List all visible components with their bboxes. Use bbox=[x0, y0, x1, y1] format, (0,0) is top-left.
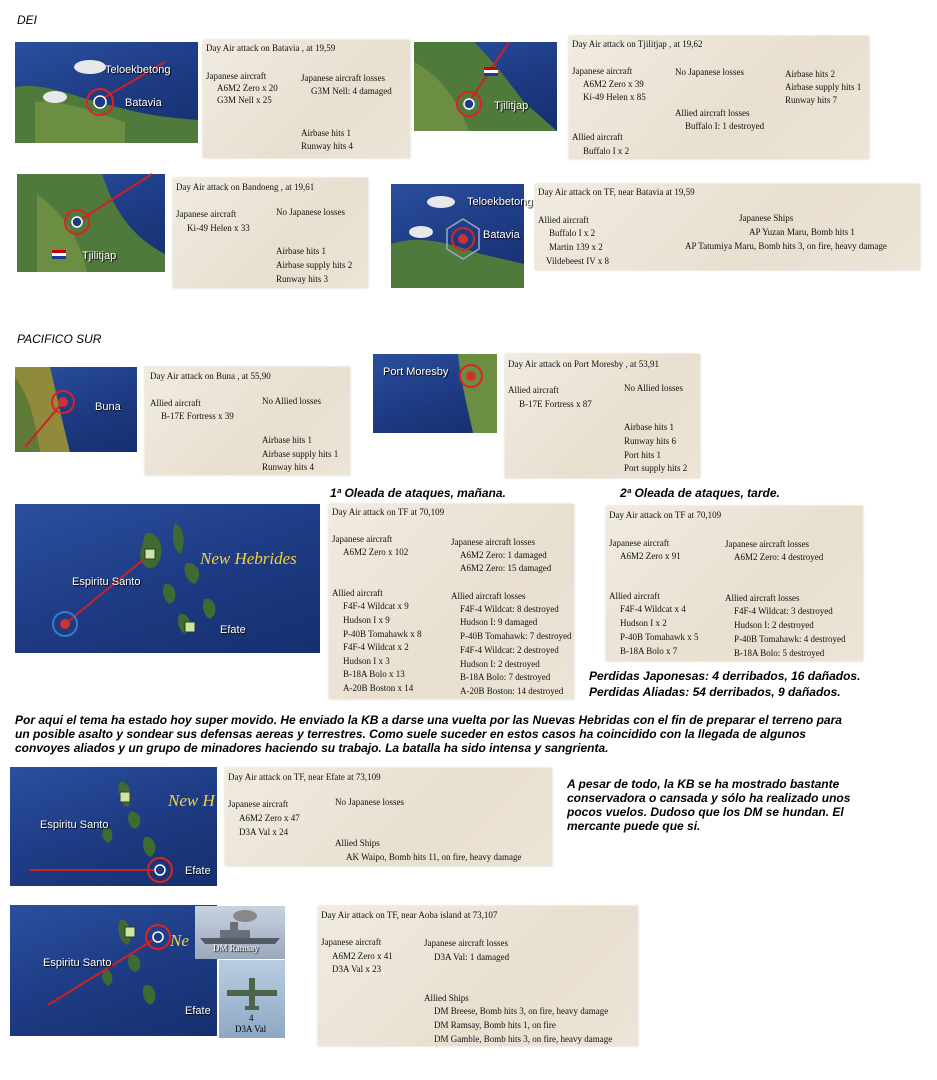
report-line: DM Ramsay, Bomb hits 1, on fire bbox=[434, 1020, 556, 1030]
report-line: AK Waipo, Bomb hits 11, on fire, heavy damage bbox=[346, 852, 522, 862]
report-line: Airbase supply hits 1 bbox=[785, 82, 862, 92]
report-line: A6M2 Zero x 20 bbox=[217, 83, 278, 93]
report-line: Allied Ships bbox=[424, 993, 469, 1003]
commentary-paragraph-2 bbox=[567, 777, 850, 833]
combat-report-bandoeng bbox=[173, 178, 368, 288]
report-line: Japanese aircraft losses bbox=[424, 938, 508, 948]
wave-2-heading: 2ª Oleada de ataques, tarde. bbox=[620, 486, 780, 500]
report-line: A6M2 Zero x 102 bbox=[343, 547, 409, 557]
commentary-line: un posible asalto y sondear sus defensas aereas y terrestres. Como suele suceder en estos casos ha coincidido con la llegada de algunos bbox=[15, 727, 806, 741]
report-line: Day Air attack on Batavia , at 19,59 bbox=[206, 43, 336, 53]
report-line: A6M2 Zero x 39 bbox=[583, 79, 644, 89]
report-line: Runway hits 6 bbox=[624, 436, 677, 446]
report-line: Day Air attack on TF at 70,109 bbox=[609, 510, 722, 520]
map-label-teloekbetong: Teloekbetong bbox=[467, 196, 533, 208]
map-bandoeng[interactable] bbox=[17, 174, 165, 272]
report-line: Japanese aircraft losses bbox=[451, 537, 535, 547]
report-line: No Japanese losses bbox=[276, 207, 345, 217]
report-line: G3M Nell x 25 bbox=[217, 95, 272, 105]
report-line: A6M2 Zero: 1 damaged bbox=[460, 550, 547, 560]
report-line: Buffalo I: 1 destroyed bbox=[685, 121, 765, 131]
commentary-line: mercante puede que si. bbox=[567, 819, 701, 833]
report-line: Hudson I: 9 damaged bbox=[460, 617, 538, 627]
report-line: B-18A Bolo x 13 bbox=[343, 669, 405, 679]
report-line: Day Air attack on Port Moresby , at 53,91 bbox=[508, 359, 659, 369]
report-line: Allied aircraft bbox=[538, 215, 589, 225]
map-label-new-hebrides: Ne bbox=[170, 931, 189, 950]
report-line: Japanese aircraft losses bbox=[301, 73, 385, 83]
report-line: B-18A Bolo: 5 destroyed bbox=[734, 648, 825, 658]
report-line: Runway hits 4 bbox=[301, 141, 354, 151]
map-label-efate: Efate bbox=[185, 1005, 211, 1017]
report-line: Airbase hits 1 bbox=[624, 422, 674, 432]
map-label-tjilitjap: Tjilitjap bbox=[82, 250, 117, 262]
combat-report-buna bbox=[145, 367, 350, 475]
report-line: Airbase hits 2 bbox=[785, 69, 835, 79]
report-line: D3A Val x 24 bbox=[239, 827, 289, 837]
map-label-espiritu-santo: Espiritu Santo bbox=[72, 576, 141, 588]
report-line: P-40B Tomahawk x 8 bbox=[343, 629, 422, 639]
report-line: F4F-4 Wildcat x 2 bbox=[343, 642, 409, 652]
report-line: F4F-4 Wildcat x 9 bbox=[343, 601, 409, 611]
report-line: D3A Val x 23 bbox=[332, 964, 382, 974]
map-label-tjilitjap: Tjilitjap bbox=[494, 100, 529, 112]
map-label-buna: Buna bbox=[95, 401, 121, 413]
report-line: F4F-4 Wildcat: 3 destroyed bbox=[734, 606, 833, 616]
report-line: Allied aircraft bbox=[572, 132, 623, 142]
ship-photo bbox=[195, 906, 285, 959]
report-line: Port supply hits 2 bbox=[624, 463, 688, 473]
plane-count: 4 bbox=[249, 1013, 254, 1023]
combat-report-tjilitjap bbox=[569, 36, 869, 159]
report-line: Hudson I: 2 destroyed bbox=[460, 659, 540, 669]
report-line: Day Air attack on TF, near Batavia at 19,59 bbox=[538, 187, 695, 197]
report-line: Allied aircraft bbox=[609, 591, 660, 601]
report-line: Martin 139 x 2 bbox=[549, 242, 603, 252]
report-line: Airbase supply hits 2 bbox=[276, 260, 353, 270]
report-line: Buffalo I x 2 bbox=[549, 228, 596, 238]
map-tjilitjap-1[interactable] bbox=[414, 42, 557, 131]
report-line: Port hits 1 bbox=[624, 450, 662, 460]
map-label-efate: Efate bbox=[220, 624, 246, 636]
report-line: B-18A Bolo x 7 bbox=[620, 646, 678, 656]
report-line: F4F-4 Wildcat: 2 destroyed bbox=[460, 645, 559, 655]
combat-report-batavia bbox=[203, 40, 410, 158]
report-line: A6M2 Zero x 41 bbox=[332, 951, 393, 961]
report-line: Buffalo I x 2 bbox=[583, 146, 630, 156]
map-label-new-hebrides: New H bbox=[168, 791, 215, 810]
report-line: Day Air attack on Bandoeng , at 19,61 bbox=[176, 182, 315, 192]
report-line: Japanese aircraft bbox=[321, 937, 382, 947]
report-line: G3M Nell: 4 damaged bbox=[311, 86, 392, 96]
commentary-line: Por aqui el tema ha estado hoy super movido. He enviado la KB a darse una vuelta por las Nuevas Hebridas con el fin de preparar el terreno para bbox=[15, 713, 842, 727]
commentary-line: pocos vuelos. Dudoso que los DM se hundan. El bbox=[567, 805, 844, 819]
report-line: Day Air attack on TF at 70,109 bbox=[332, 507, 445, 517]
commentary-line: convoyes aliados y un grupo de minadores haciendo su trabajo. La batalla ha sido intensa y sangrienta. bbox=[15, 741, 609, 755]
report-line: D3A Val: 1 damaged bbox=[434, 952, 510, 962]
report-line: AP Yuzan Maru, Bomb hits 1 bbox=[749, 227, 855, 237]
report-line: Allied Ships bbox=[335, 838, 380, 848]
report-line: Allied aircraft losses bbox=[451, 591, 526, 601]
report-line: Runway hits 7 bbox=[785, 95, 838, 105]
combat-report-tf-wave1 bbox=[329, 504, 574, 699]
report-line: Japanese aircraft bbox=[332, 534, 393, 544]
map-label-espiritu-santo: Espiritu Santo bbox=[43, 957, 112, 969]
combat-report-tf-batavia bbox=[535, 184, 920, 270]
wave-1-heading: 1ª Oleada de ataques, mañana. bbox=[330, 486, 506, 500]
combat-report-tf-aoba bbox=[318, 906, 638, 1046]
report-line: A6M2 Zero x 91 bbox=[620, 551, 681, 561]
combat-report-tf-efate bbox=[225, 768, 552, 866]
report-line: Hudson I x 3 bbox=[343, 656, 390, 666]
report-line: Allied aircraft bbox=[150, 398, 201, 408]
section-title-dei: DEI bbox=[17, 13, 38, 27]
report-line: Japanese aircraft losses bbox=[725, 539, 809, 549]
map-new-hebrides-3[interactable] bbox=[10, 905, 217, 1036]
report-line: No Japanese losses bbox=[335, 797, 404, 807]
report-line: Japanese aircraft bbox=[572, 66, 633, 76]
combat-report-port-moresby bbox=[505, 354, 700, 478]
report-line: A-20B Boston: 14 destroyed bbox=[460, 686, 564, 696]
report-line: Vildebeest IV x 8 bbox=[546, 256, 610, 266]
report-line: Ki-49 Helen x 33 bbox=[187, 223, 250, 233]
report-line: A6M2 Zero: 15 damaged bbox=[460, 563, 552, 573]
map-label-espiritu-santo: Espiritu Santo bbox=[40, 819, 109, 831]
combat-report-tf-wave2 bbox=[606, 506, 863, 661]
report-line: Hudson I x 9 bbox=[343, 615, 390, 625]
map-buna[interactable] bbox=[15, 367, 137, 452]
report-line: DM Breese, Bomb hits 3, on fire, heavy damage bbox=[434, 1006, 609, 1016]
map-label-batavia: Batavia bbox=[125, 97, 162, 109]
report-line: Allied aircraft bbox=[332, 588, 383, 598]
report-line: No Japanese losses bbox=[675, 67, 744, 77]
report-line: P-40B Tomahawk: 4 destroyed bbox=[734, 634, 846, 644]
report-line: Airbase hits 1 bbox=[276, 246, 326, 256]
report-line: Allied aircraft losses bbox=[675, 108, 750, 118]
summary-allied-losses: Perdidas Aliadas: 54 derribados, 9 dañados. bbox=[589, 685, 841, 699]
report-line: Airbase hits 1 bbox=[301, 128, 351, 138]
report-line: Runway hits 3 bbox=[276, 274, 329, 284]
report-line: Hudson I x 2 bbox=[620, 618, 667, 628]
report-line: P-40B Tomahawk: 7 destroyed bbox=[460, 631, 572, 641]
plane-photo bbox=[219, 960, 285, 1038]
report-line: A6M2 Zero x 47 bbox=[239, 813, 300, 823]
report-line: F4F-4 Wildcat x 4 bbox=[620, 604, 686, 614]
report-line: Japanese aircraft bbox=[609, 538, 670, 548]
report-line: Japanese aircraft bbox=[228, 799, 289, 809]
report-line: Day Air attack on Buna , at 55,90 bbox=[150, 371, 271, 381]
report-line: No Allied losses bbox=[262, 396, 322, 406]
report-line: B-17E Fortress x 87 bbox=[519, 399, 592, 409]
plane-photo-caption: D3A Val bbox=[235, 1024, 267, 1034]
report-line: AP Tatumiya Maru, Bomb hits 3, on fire, heavy damage bbox=[685, 241, 887, 251]
map-port-moresby[interactable] bbox=[373, 354, 497, 433]
map-batavia-2[interactable] bbox=[391, 184, 533, 288]
report-line: DM Gamble, Bomb hits 3, on fire, heavy damage bbox=[434, 1034, 613, 1044]
report-line: Japanese aircraft bbox=[206, 71, 267, 81]
commentary-line: conservadora o cansada y sólo ha realizado unos bbox=[567, 791, 851, 805]
map-new-hebrides-1[interactable] bbox=[15, 504, 320, 653]
report-line: B-18A Bolo: 7 destroyed bbox=[460, 672, 551, 682]
map-label-new-hebrides: New Hebrides bbox=[200, 549, 297, 568]
report-line: Runway hits 4 bbox=[262, 462, 315, 472]
map-new-hebrides-2[interactable] bbox=[10, 767, 217, 886]
commentary-paragraph bbox=[15, 713, 842, 755]
summary-japanese-losses: Perdidas Japonesas: 4 derribados, 16 dañados. bbox=[589, 669, 861, 683]
map-label-teloekbetong: Teloekbetong bbox=[105, 64, 171, 76]
report-line: Airbase hits 1 bbox=[262, 435, 312, 445]
map-label-efate: Efate bbox=[185, 865, 211, 877]
report-line: Day Air attack on TF, near Aoba island at 73,107 bbox=[321, 910, 498, 920]
map-batavia-1[interactable] bbox=[15, 42, 198, 143]
report-line: Day Air attack on TF, near Efate at 73,109 bbox=[228, 772, 381, 782]
report-line: Ki-49 Helen x 85 bbox=[583, 92, 646, 102]
report-line: B-17E Fortress x 39 bbox=[161, 411, 234, 421]
report-line: P-40B Tomahawk x 5 bbox=[620, 632, 699, 642]
ship-photo-caption: DM Ramsay bbox=[213, 943, 259, 953]
report-line: Hudson I: 2 destroyed bbox=[734, 620, 814, 630]
map-label-port-moresby: Port Moresby bbox=[383, 366, 449, 378]
report-line: Airbase supply hits 1 bbox=[262, 449, 339, 459]
report-line: Allied aircraft losses bbox=[725, 593, 800, 603]
report-line: Day Air attack on Tjilitjap , at 19,62 bbox=[572, 39, 703, 49]
report-line: Allied aircraft bbox=[508, 385, 559, 395]
commentary-line: A pesar de todo, la KB se ha mostrado bastante bbox=[567, 777, 840, 791]
report-line: Japanese Ships bbox=[739, 213, 794, 223]
report-line: A-20B Boston x 14 bbox=[343, 683, 414, 693]
map-label-batavia: Batavia bbox=[483, 229, 520, 241]
report-line: No Allied losses bbox=[624, 383, 684, 393]
report-line: A6M2 Zero: 4 destroyed bbox=[734, 552, 824, 562]
section-title-pacifico: PACIFICO SUR bbox=[17, 332, 102, 346]
report-line: F4F-4 Wildcat: 8 destroyed bbox=[460, 604, 559, 614]
report-line: Japanese aircraft bbox=[176, 209, 237, 219]
